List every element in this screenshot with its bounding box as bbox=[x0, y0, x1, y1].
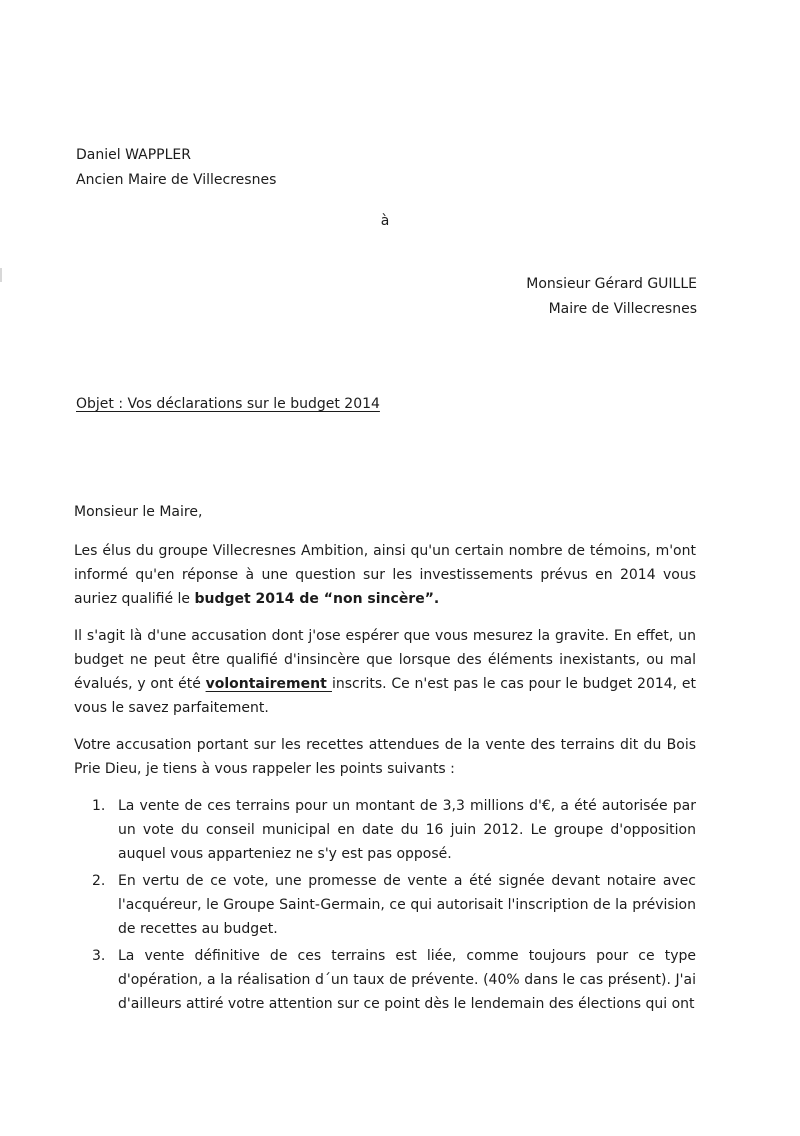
paragraph-1-bold: budget 2014 de “non sincère” bbox=[194, 591, 434, 607]
recipient-block bbox=[526, 272, 697, 322]
paragraph-3: Votre accusation portant sur les recettes attendues de la vente des terrains dit du Bois Prie Dieu, je tiens à vous rappeler les points suivants : bbox=[74, 737, 696, 777]
subject-line bbox=[76, 392, 380, 416]
paragraph-2 bbox=[74, 624, 696, 720]
list-item-text: La vente de ces terrains pour un montant de 3,3 millions d'€, a été autorisée par un vote du conseil municipal en date du 16 juin 2012. Le groupe d'opposition auquel vous apparteniez ne s'y est pas opposé. bbox=[118, 798, 696, 862]
list-item-text: En vertu de ce vote, une promesse de vente a été signée devant notaire avec l'acquéreur, le Groupe Saint-Germain, ce qui autorisait l'inscription de la prévision de recettes au budget. bbox=[118, 873, 696, 937]
sender-title: Ancien Maire de Villecresnes bbox=[76, 172, 277, 188]
sender-block bbox=[76, 143, 276, 193]
list-item bbox=[74, 794, 696, 866]
recipient-title: Maire de Villecresnes bbox=[548, 301, 697, 317]
list-item bbox=[74, 869, 696, 941]
points-list bbox=[74, 794, 696, 1016]
sender-name: Daniel WAPPLER bbox=[76, 147, 191, 163]
paragraph-2-text: Il s'agit là d'une accusation dont j'ose espérer que vous mesurez la gravite. En effet, un budget ne peut être qualifié d'insincère que lorsque des éléments inexistants, ou mal évalués, y ont été bbox=[74, 628, 696, 692]
recipient-name: Monsieur Gérard GUILLE bbox=[526, 276, 697, 292]
list-item-number: 3. bbox=[92, 948, 106, 964]
scan-edge-mark bbox=[0, 268, 2, 282]
paragraph-1 bbox=[74, 539, 696, 611]
paragraph-1-text: Les élus du groupe Villecresnes Ambition, ainsi qu'un certain nombre de témoins, m'ont informé qu'en réponse à une question sur les investissements prévus en 2014 vous auriez qualifié le bbox=[74, 543, 696, 607]
subject-text: Objet : Vos déclarations sur le budget 2014 bbox=[76, 396, 380, 412]
salutation: Monsieur le Maire, bbox=[74, 504, 203, 520]
list-item-number: 1. bbox=[92, 798, 106, 814]
letter-body bbox=[74, 500, 696, 1019]
list-item-text: La vente définitive de ces terrains est liée, comme toujours pour ce type d'opération, a la réalisation d´un taux de prévente. (40% dans le cas présent). J'ai d'ailleurs attiré votre attention sur ce point dès le lendemain des élections qui ont bbox=[118, 948, 696, 1012]
paragraph-2-end: inscrits. Ce n'est pas le cas pour le budget 2014, et vous le savez parfaitement. bbox=[74, 676, 696, 716]
list-item bbox=[74, 944, 696, 1016]
paragraph-1-end: . bbox=[433, 591, 440, 607]
addressed-to-word: à bbox=[380, 213, 390, 229]
paragraph-2-emphasis: volontairement bbox=[205, 676, 332, 692]
list-item-number: 2. bbox=[92, 873, 106, 889]
